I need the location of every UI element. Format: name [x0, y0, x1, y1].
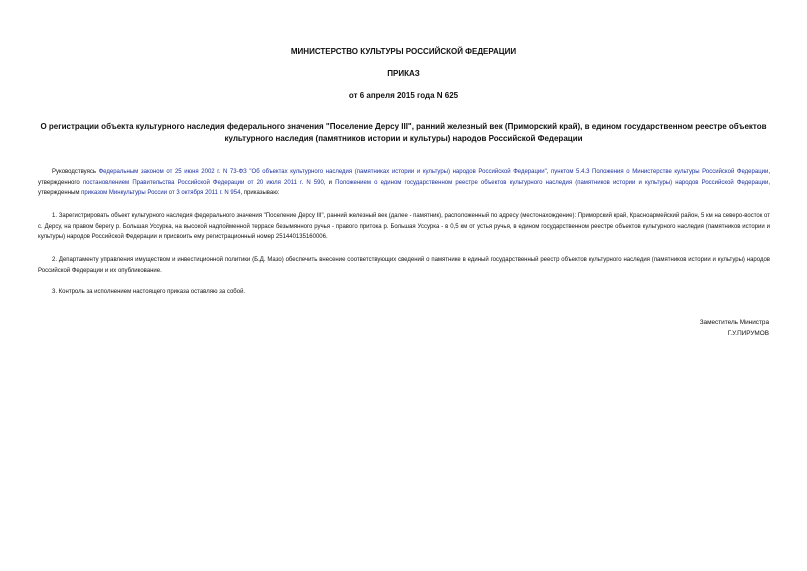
basis-text-1: Руководствуясь	[52, 169, 99, 175]
basis-text-5: , утвержденным	[38, 179, 770, 196]
basis-text-4: , и	[323, 179, 336, 186]
government-resolution-link[interactable]: постановлением Правительства Российской Федерации от 20 июля 2011 г. N 590	[82, 179, 324, 186]
federal-law-link[interactable]: Федеральным законом от 25 июня 2002 г. N 73-ФЗ "Об объектах культурного наследия (памятниках истории и культуры) народов Российской Федерации"	[98, 169, 547, 175]
ministry-regulation-link[interactable]: пунктом 5.4.3 Положения о Министерстве культуры Российской Федерации	[551, 169, 769, 175]
signatory-position: Заместитель Министра	[699, 319, 769, 326]
order-item-2: 2. Департаменту управления имуществом и инвестиционной политики (Б.Д. Мазо) обеспечить внесение соответствующих сведений о памятнике в единый государственный реестр объектов культурного наследия (памятников истории и культуры) народов Российской Федерации и их опубликование.	[38, 257, 770, 274]
signatory-name: Г.У.ПИРУМОВ	[727, 329, 769, 337]
basis-text-3: , утвержденного	[38, 169, 771, 186]
ministry-heading: МИНИСТЕРСТВО КУЛЬТУРЫ РОССИЙСКОЙ ФЕДЕРАЦИИ	[290, 47, 517, 56]
date-number-heading: от 6 апреля 2015 года N 625	[348, 91, 459, 100]
registry-regulation-link[interactable]: Положением о едином государственном реестре объектов культурного наследия (памятников истории и культуры) народов Российской Федерации	[335, 179, 769, 186]
order-item-3: 3. Контроль за исполнением настоящего приказа оставляю за собой.	[52, 289, 246, 295]
document-title: О регистрации объекта культурного наследия федерального значения "Поселение Дерсу III", ранний железный век (Приморский край), в едином государственном реестре объектов культурного наследия (памятников истории и культуры) народов Российской Федерации	[40, 122, 767, 143]
document-type-heading: ПРИКАЗ	[387, 69, 420, 78]
basis-paragraph	[38, 167, 770, 199]
basis-text-6: , приказываю:	[240, 190, 280, 196]
ministry-order-link[interactable]: приказом Минкультуры России от 3 октября 2011 г. N 954	[81, 190, 241, 196]
basis-text-2: ,	[546, 169, 552, 175]
signature-block	[700, 318, 769, 339]
order-item-1: 1. Зарегистрировать объект культурного наследия федерального значения "Поселение Дерсу III", ранний железный век (далее - памятник), расположенный по адресу (местонахождение): Приморский край, Красноармейский район, 5 км на северо-восток от с. Дерсу, на правом берегу р. Большая Уссурка, на высокой надпойменной террасе безымянного ручья - правого притока р. Большая Уссурка - в 0,5 км от устья ручья, в едином государственном реестре объектов культурного наследия (памятников истории и культуры) народов Российской Федерации и присвоить ему регистрационный номер 251440135160006.	[38, 213, 770, 240]
